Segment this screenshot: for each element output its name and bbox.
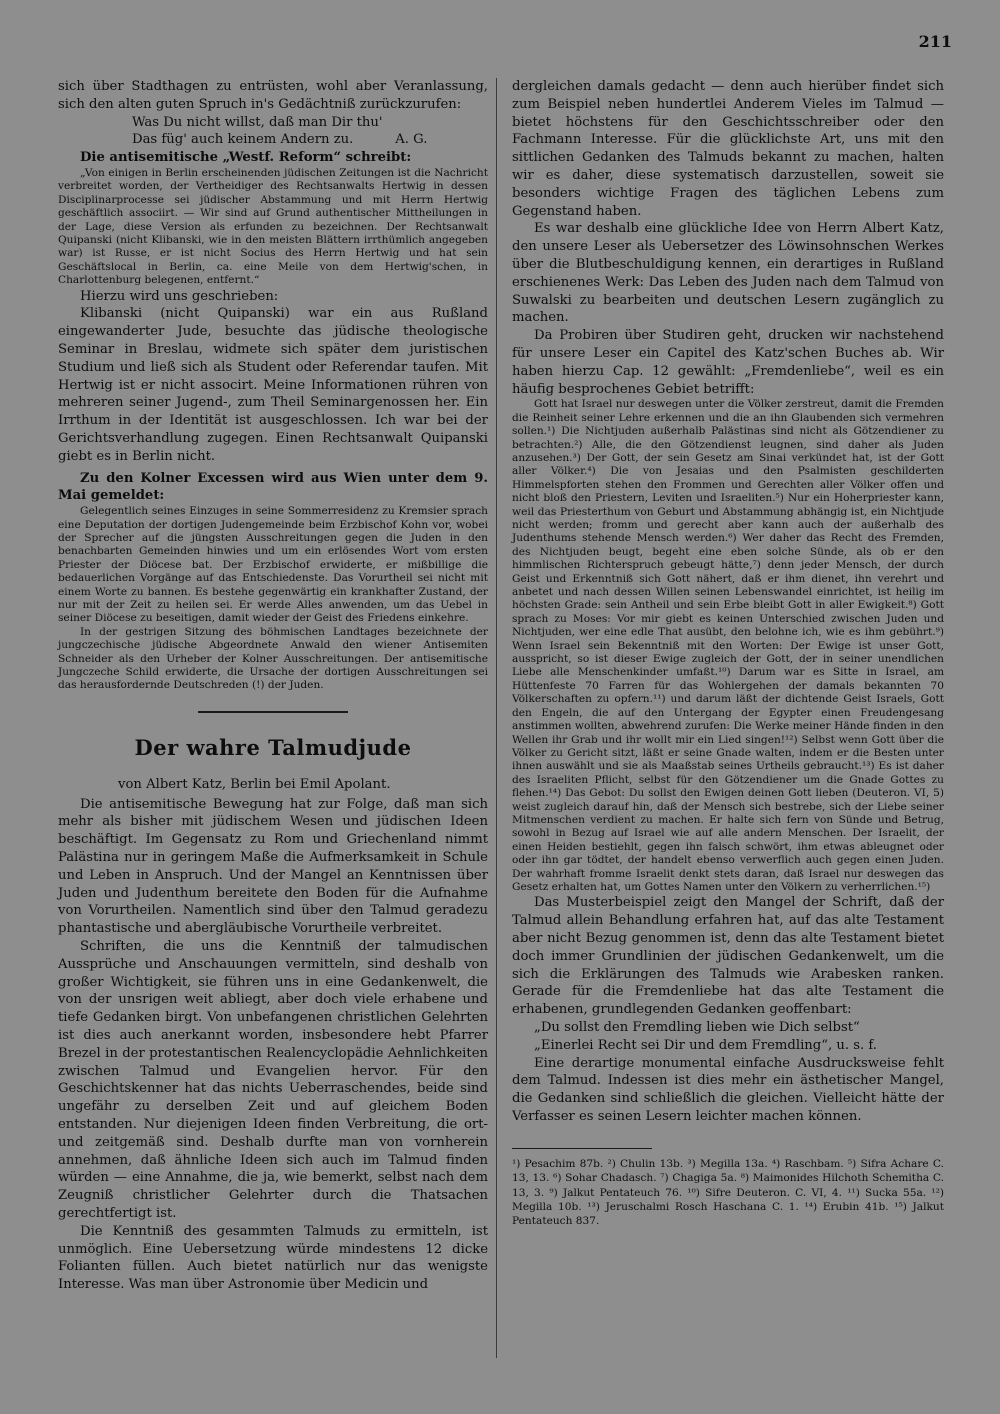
kolner-quote-1: Gelegentlich seines Einzuges in seine Sommerresidenz zu Kremsier sprach eine Deputation der dortigen Judengemeinde beim Erzbischof Kohn vor, wobei der Sprecher auf die jüngsten Ausschreitungen gegen die Juden in den benachbarten Gemeinden hinwies und um ein erlösendes Wort vom ersten Priester der Diöcese bat. Der Erzbischof erwiderte, er mißbillige die bedauerlichen Vorgänge auf das Entschiedenste. Das Vorurtheil sei nicht mit einem Worte zu bannen. Es bestehe gegenwärtig ein krankhafter Zustand, der nur mit der Zeit zu heilen sei. Er werde Alles anwenden, um das Uebel in seiner Diöcese zu beseitigen, damit wieder der Geist des Friedens einkehre.: [58, 505, 488, 625]
reply-intro: Hierzu wird uns geschrieben:: [80, 288, 279, 304]
chapter-quote: Gott hat Israel nur deswegen unter die Völker zerstreut, damit die Fremden die Reinheit seiner Lehre erkennen und die an ihn Glaubenden sich vermehren sollen.¹) Die Nichtjuden außerhalb Palästinas sind nicht als Götzendiener zu betrachten.²) Alle, die den Götzendienst leugnen, sind daher als Juden anzusehen.³) Der Gott, der sein Gesetz am Sinai verkündet hat, ist der Gott aller Völker.⁴) Die von Jesaias und den Psalmisten geschilderten Himmelspforten stehen den Frommen und Gerechten aller Völker offen und nicht bloß den Priestern, Leviten und Israeliten.⁵) Nur ein Hoherpriester kann, weil das Priesterthum von Geburt und Abstammung abhängig ist, ein Nichtjude nicht werden; fromm und gerecht aber kann auch der außerhalb des Judenthums stehende Mensch werden.⁶) Wer daher das Recht des Fremden, des Nichtjuden beugt, begeht eine eben solche Sünde, als ob er den himmlischen Richterspruch gebeugt hätte,⁷) denn jeder Mensch, der durch Geist und Erkenntniß sich Gott nähert, daß er ihm dienet, ihn verehrt und anbetet und nach dessen Willen seinen Lebenswandel einrichtet, ist heilig im höchsten Grade: sein Antheil und sein Erbe bleibt Gott in aller Ewigkeit.⁸) Gott sprach zu Moses: Vor mir giebt es keinen Unterschied zwischen Juden und Nichtjuden, wer eine edle That ausübt, den belohne ich, wie es ihm gebührt.⁹) Wenn Israel sein Bekenntniß mit den Worten: Der Ewige ist unser Gott, ausspricht, so ist dieser Ewige zugleich der Gott, der in seiner unendlichen Liebe alle Menschenkinder umfaßt.¹⁰) Darum war es Sitte in Israel, am Hüttenfeste 70 Farren für das Wohlergehen der damals bekannten 70 Völkerschaften zu opfern.¹¹) und darum läßt der dichtende Geist Israels, Gott den Engeln, die auf den Untergang der Egypter einen Freudengesang anstimmen wollten, abwehrend zurufen: Die Werke meiner Hände finden in den Wellen ihr Grab und ihr wollt mir ein Lied singen!¹²) Selbst wenn Gott über die Völker zu Gericht sitzt, läßt er seine Gnade walten, indem er die Besten unter ihnen auswählt und sie als Maaßstab seines Urtheils gebraucht.¹³) Es ist daher des Israeliten Pflicht, selbst für den Götzendiener um die Gnade Gottes zu flehen.¹⁴) Das Gebot: Du sollst den Ewigen deinen Gott lieben (Deuteron. VI, 5) weist zugleich darauf hin, daß der Mensch sich bestrebe, sich der Liebe seiner Mitmenschen verdient zu machen. Er halte sich fern von Sünde und Betrug, sowohl in Bezug auf Israel wie auf alle andern Menschen. Der Israelit, der einen Heiden bestiehlt, gegen ihn falsch schwört, ihm etwas ableugnet oder oder ihn gar tödtet, der handelt ebenso verwerflich auch gegen einen Juden. Der wahrhaft fromme Israelit denkt stets daran, daß Israel nur deswegen das Gesetz erhalten hat, um Gottes Namen unter den Völkern zu verherrlichen.¹⁵): [512, 398, 944, 893]
section-divider: [198, 711, 348, 713]
verse-quote-1: „Du sollst den Fremdling lieben wie Dich selbst“: [534, 1019, 860, 1035]
article-byline: von Albert Katz, Berlin bei Emil Apolant.: [118, 776, 391, 792]
right-paragraph-5: Eine derartige monumental einfache Ausdrucksweise fehlt dem Talmud. Indessen ist dies mehr ein ästhetischer Mangel, die Gedanken sind schließlich die gleichen. Vielleicht hätte der Verfasser es seinen Lesern leichter machen können.: [512, 1055, 944, 1124]
article-paragraph-3: Die Kenntniß des gesammten Talmuds zu ermitteln, ist unmöglich. Eine Uebersetzung würde mindestens 12 dicke Folianten füllen. Auch bietet natürlich nur das wenigste Interesse. Was man über Astronomie über Medicin und: [58, 1223, 488, 1293]
kolner-intro: Zu den Kolner Excessen wird aus Wien unter dem 9. Mai gemeldet:: [58, 470, 488, 504]
article-title: Der wahre Talmudjude: [134, 734, 412, 760]
article-paragraph-1: Die antisemitische Bewegung hat zur Folge, daß man sich mehr als bisher mit jüdischem Wesen und jüdischen Ideen beschäftigt. Im Gegensatz zu Rom und Griechenland nimmt Palästina nur in geringem Maße die Aufmerksamkeit in Schule und Leben in Anspruch. Und der Mangel an Kenntnissen über Juden und Judenthum bereitete den Boden für die Aufnahme von Vorurtheilen. Namentlich sind über den Talmud geradezu phantastische und abergläubische Vorurtheile verbreitet.: [58, 796, 488, 937]
right-paragraph-1: dergleichen damals gedacht — denn auch hierüber findet sich zum Beispiel neben hundertlei Anderem Vieles im Talmud — bietet höchstens für den Geschichtsschreiber oder den Fachmann Interesse. Für die glücklichste Art, uns mit den sittlichen Gedanken des Talmuds bekannt zu machen, halten wir es daher, diese systematisch darzustellen, soweit sie besonders wichtige Fragen des täglichen Lebens zum Gegenstand haben.: [512, 79, 944, 219]
verse-line-2: Das füg' auch keinem Andern zu. A. G.: [132, 132, 428, 148]
kolner-quote-2: In der gestrigen Sitzung des böhmischen Landtages bezeichnete der jungczechische jüdische Abgeordnete Anwald den wiener Antisemiten Schneider als den Urheber der Kolner Ausschreitungen. Der antisemitische Jungczeche Schild erwiderte, die Ursache der dortigen Ausschreitungen sei das herausfordernde Deutschreden (!) der Juden.: [58, 625, 488, 692]
verse-line-1: Was Du nicht willst, daß man Dir thu': [132, 114, 383, 130]
reform-intro: Die antisemitische „Westf. Reform“ schreibt:: [80, 150, 412, 166]
right-paragraph-2: Es war deshalb eine glückliche Idee von Herrn Albert Katz, den unsere Leser als Uebersetzer des Löwinsohnschen Werkes über die Blutbeschuldigung kennen, ein derartiges in Rußland erschienenes Werk: Das Leben des Juden nach dem Talmud von Suwalski zu bearbeiten und deutschen Lesern zugänglich zu machen.: [512, 221, 944, 326]
left-paragraph-1: sich über Stadthagen zu entrüsten, wohl aber Veranlassung, sich den alten guten Spruch in's Gedächtniß zurückzurufen:: [58, 79, 488, 112]
footnote-rule: [512, 1148, 652, 1149]
right-column: [512, 78, 944, 1229]
reform-quote: „Von einigen in Berlin erscheinenden jüdischen Zeitungen ist die Nachricht verbreitet worden, der Vertheidiger des Rechtsanwalts Hertwig in dessen Disciplinarprocesse sei jüdischer Abstammung und mit Herrn Hertwig geschäftlich associirt. — Wir sind auf Grund authentischer Mittheilungen in der Lage, diese Version als erfunden zu bezeichnen. Der Rechtsanwalt Quipanski (nicht Klibanski, wie in den meisten Blättern irrthümlich angegeben war) ist Russe, er ist nicht Socius des Herrn Hertwig und hat sein Geschäftslocal in Berlin, ca. eine Meile von dem Hertwig'schen, in Charlottenburg belegenen, entfernt.“: [58, 166, 488, 287]
verse-quote-2: „Einerlei Recht sei Dir und dem Fremdling“, u. s. f.: [534, 1037, 877, 1053]
page-number: 211: [918, 32, 952, 51]
left-column: [58, 78, 488, 1294]
right-paragraph-3: Da Probiren über Studiren geht, drucken wir nachstehend für unsere Leser ein Capitel des Katz'schen Buches ab. Wir haben hierzu Cap. 12 gewählt: „Fremdenliebe“, weil es ein häufig besprochenes Gebiet betrifft:: [512, 328, 944, 397]
reply-text: Klibanski (nicht Quipanski) war ein aus Rußland eingewanderter Jude, besuchte das jüdische theologische Seminar in Breslau, widmete sich später dem juristischen Studium und ließ sich als Student oder Referendar taufen. Mit Hertwig ist er nicht associrt. Meine Informationen rühren von mehreren seiner Jugend-, zum Theil Seminargenossen her. Ein Irrthum in der Identität ist ausgeschlossen. Ich war bei der Gerichtsverhandlung zugegen. Einen Rechtsanwalt Quipanski giebt es in Berlin nicht.: [58, 306, 488, 464]
column-rule: [496, 78, 497, 1358]
article-paragraph-2: Schriften, die uns die Kenntniß der talmudischen Aussprüche und Anschauungen vermitteln, sind deshalb von großer Wichtigkeit, sie führen uns in eine Gedankenwelt, die von der unsrigen weit abliegt, aber doch viele erhabene und tiefe Gedanken birgt. Von unbefangenen christlichen Gelehrten ist dies auch anerkannt worden, insbesondere hebt Pfarrer Brezel in der protestantischen Realencyclopädie Aehnlichkeiten zwischen Talmud und Evangelien hervor. Für den Geschichtskenner hat das nichts Ueberraschendes, beide sind ungefähr zu derselben Zeit und auf gleichem Boden entstanden. Nur diejenigen Ideen finden Verbreitung, die ort- und zeitgemäß sind. Deshalb durfte man von vornherein annehmen, daß ähnliche Ideen sich auch im Talmud finden würden — eine Annahme, die ja, wie bemerkt, selbst nach dem Zeugniß christlicher Gelehrter durch die Thatsachen gerechtfertigt ist.: [58, 939, 488, 1222]
right-paragraph-4: Das Musterbeispiel zeigt den Mangel der Schrift, daß der Talmud allein Behandlung erfahren hat, auf das alte Testament aber nicht Bezug genommen ist, denn das alte Testament bietet doch immer Grundlinien der jüdischen Gedankenwelt, um die sich die Erklärungen des Talmuds wie Arabesken ranken. Gerade für die Fremdenliebe hat das alte Testament die erhabenen, grundlegenden Gedanken geoffenbart:: [512, 895, 944, 1018]
footnotes: ¹) Pesachim 87b. ²) Chulin 13b. ³) Megilla 13a. ⁴) Raschbam. ⁵) Sifra Achare C. 13, 13. ⁶) Sohar Chadasch. ⁷) Chagiga 5a. ⁸) Maimonides Hilchoth Schemitha C. 13, 3. ⁹) Jalkut Pentateuch 76. ¹⁰) Sifre Deuteron. C. VI, 4. ¹¹) Sucka 55a. ¹²) Megilla 10b. ¹³) Jeruschalmi Rosch Haschana C. 1. ¹⁴) Erubin 41b. ¹⁵) Jalkut Pentateuch 837.: [512, 1157, 944, 1228]
